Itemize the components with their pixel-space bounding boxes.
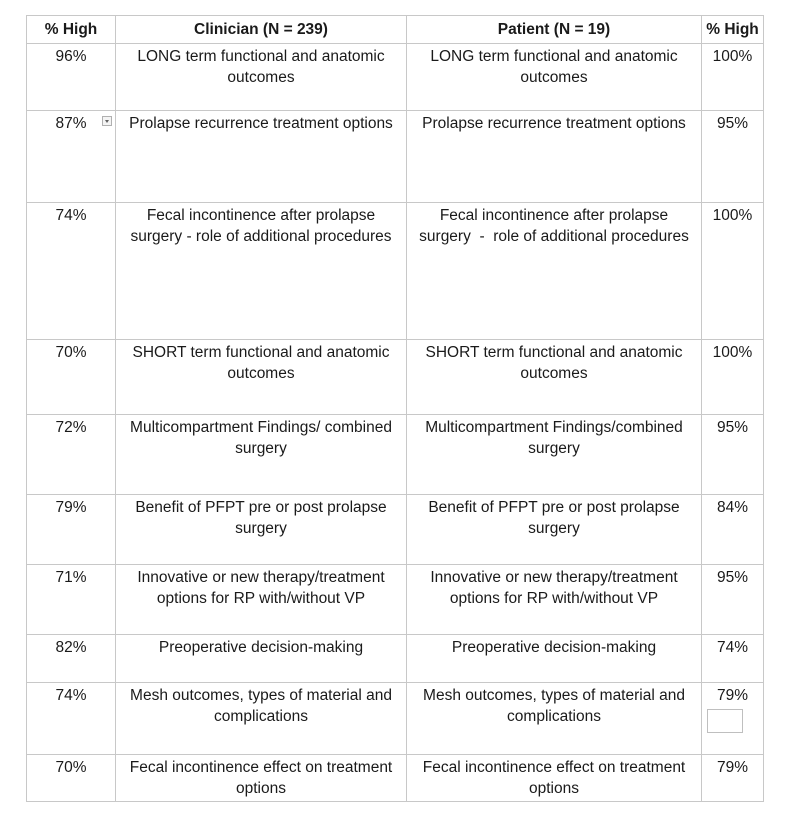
table-row [27,635,764,683]
patient-topic-cell: Benefit of PFPT pre or post prolapse surgery [407,495,702,565]
clinician-pct-cell: 82% [27,635,116,683]
table-row [27,111,764,203]
patient-topic-cell: Innovative or new therapy/treatment options for RP with/without VP [407,565,702,635]
clinician-topic-cell: SHORT term functional and anatomic outcomes [116,340,407,415]
clinician-topic-cell: Prolapse recurrence treatment options [116,111,407,203]
patient-topic-cell: Mesh outcomes, types of material and complications [407,683,702,755]
header-patient-pct: % High [702,16,764,44]
clinician-pct-cell: 70% [27,755,116,802]
clinician-topic-cell: Innovative or new therapy/treatment options for RP with/without VP [116,565,407,635]
table-row [27,755,764,802]
table-row [27,203,764,340]
table-row [27,495,764,565]
clinician-pct-cell: 74% [27,683,116,755]
clinician-topic-cell: Fecal incontinence after prolapse surgery - role of additional procedures [116,203,407,340]
clinician-topic-cell: Benefit of PFPT pre or post prolapse surgery [116,495,407,565]
clinician-topic-cell: Multicompartment Findings/ combined surgery [116,415,407,495]
clinician-pct-cell: 74% [27,203,116,340]
clinician-pct-cell: 72% [27,415,116,495]
patient-topic-cell: Fecal incontinence after prolapse surgery - role of additional procedures [407,203,702,340]
priorities-table [26,15,764,802]
table-row [27,340,764,415]
clinician-pct-cell: 70% [27,340,116,415]
clinician-pct-cell [27,111,116,203]
clinician-topic-cell: Fecal incontinence effect on treatment options [116,755,407,802]
clinician-pct-cell: 79% [27,495,116,565]
clinician-pct-cell: 71% [27,565,116,635]
patient-topic-cell: SHORT term functional and anatomic outcomes [407,340,702,415]
patient-pct-cell: 100% [702,203,764,340]
header-patient: Patient (N = 19) [407,16,702,44]
clinician-pct-value: 87% [55,115,87,132]
clinician-pct-cell: 96% [27,44,116,111]
header-row [27,16,764,44]
patient-pct-cell: 100% [702,340,764,415]
dropdown-arrow-icon[interactable] [102,116,112,126]
patient-topic-cell: Fecal incontinence effect on treatment options [407,755,702,802]
patient-topic-cell: LONG term functional and anatomic outcomes [407,44,702,111]
clinician-topic-cell: Preoperative decision-making [116,635,407,683]
header-clinician: Clinician (N = 239) [116,16,407,44]
patient-pct-cell: 95% [702,111,764,203]
patient-pct-cell [702,683,764,755]
patient-topic-cell: Multicompartment Findings/combined surgery [407,415,702,495]
patient-pct-cell: 95% [702,415,764,495]
patient-pct-cell: 100% [702,44,764,111]
patient-pct-cell: 84% [702,495,764,565]
patient-pct-cell: 74% [702,635,764,683]
table-row [27,683,764,755]
patient-pct-cell: 95% [702,565,764,635]
patient-pct-value: 79% [716,687,749,704]
patient-topic-cell: Prolapse recurrence treatment options [407,111,702,203]
table-row [27,565,764,635]
empty-input-box[interactable] [707,709,743,733]
table-row [27,44,764,111]
table-row [27,415,764,495]
clinician-topic-cell: LONG term functional and anatomic outcomes [116,44,407,111]
clinician-topic-cell: Mesh outcomes, types of material and complications [116,683,407,755]
patient-topic-cell: Preoperative decision-making [407,635,702,683]
header-clinician-pct: % High [27,16,116,44]
patient-pct-cell: 79% [702,755,764,802]
